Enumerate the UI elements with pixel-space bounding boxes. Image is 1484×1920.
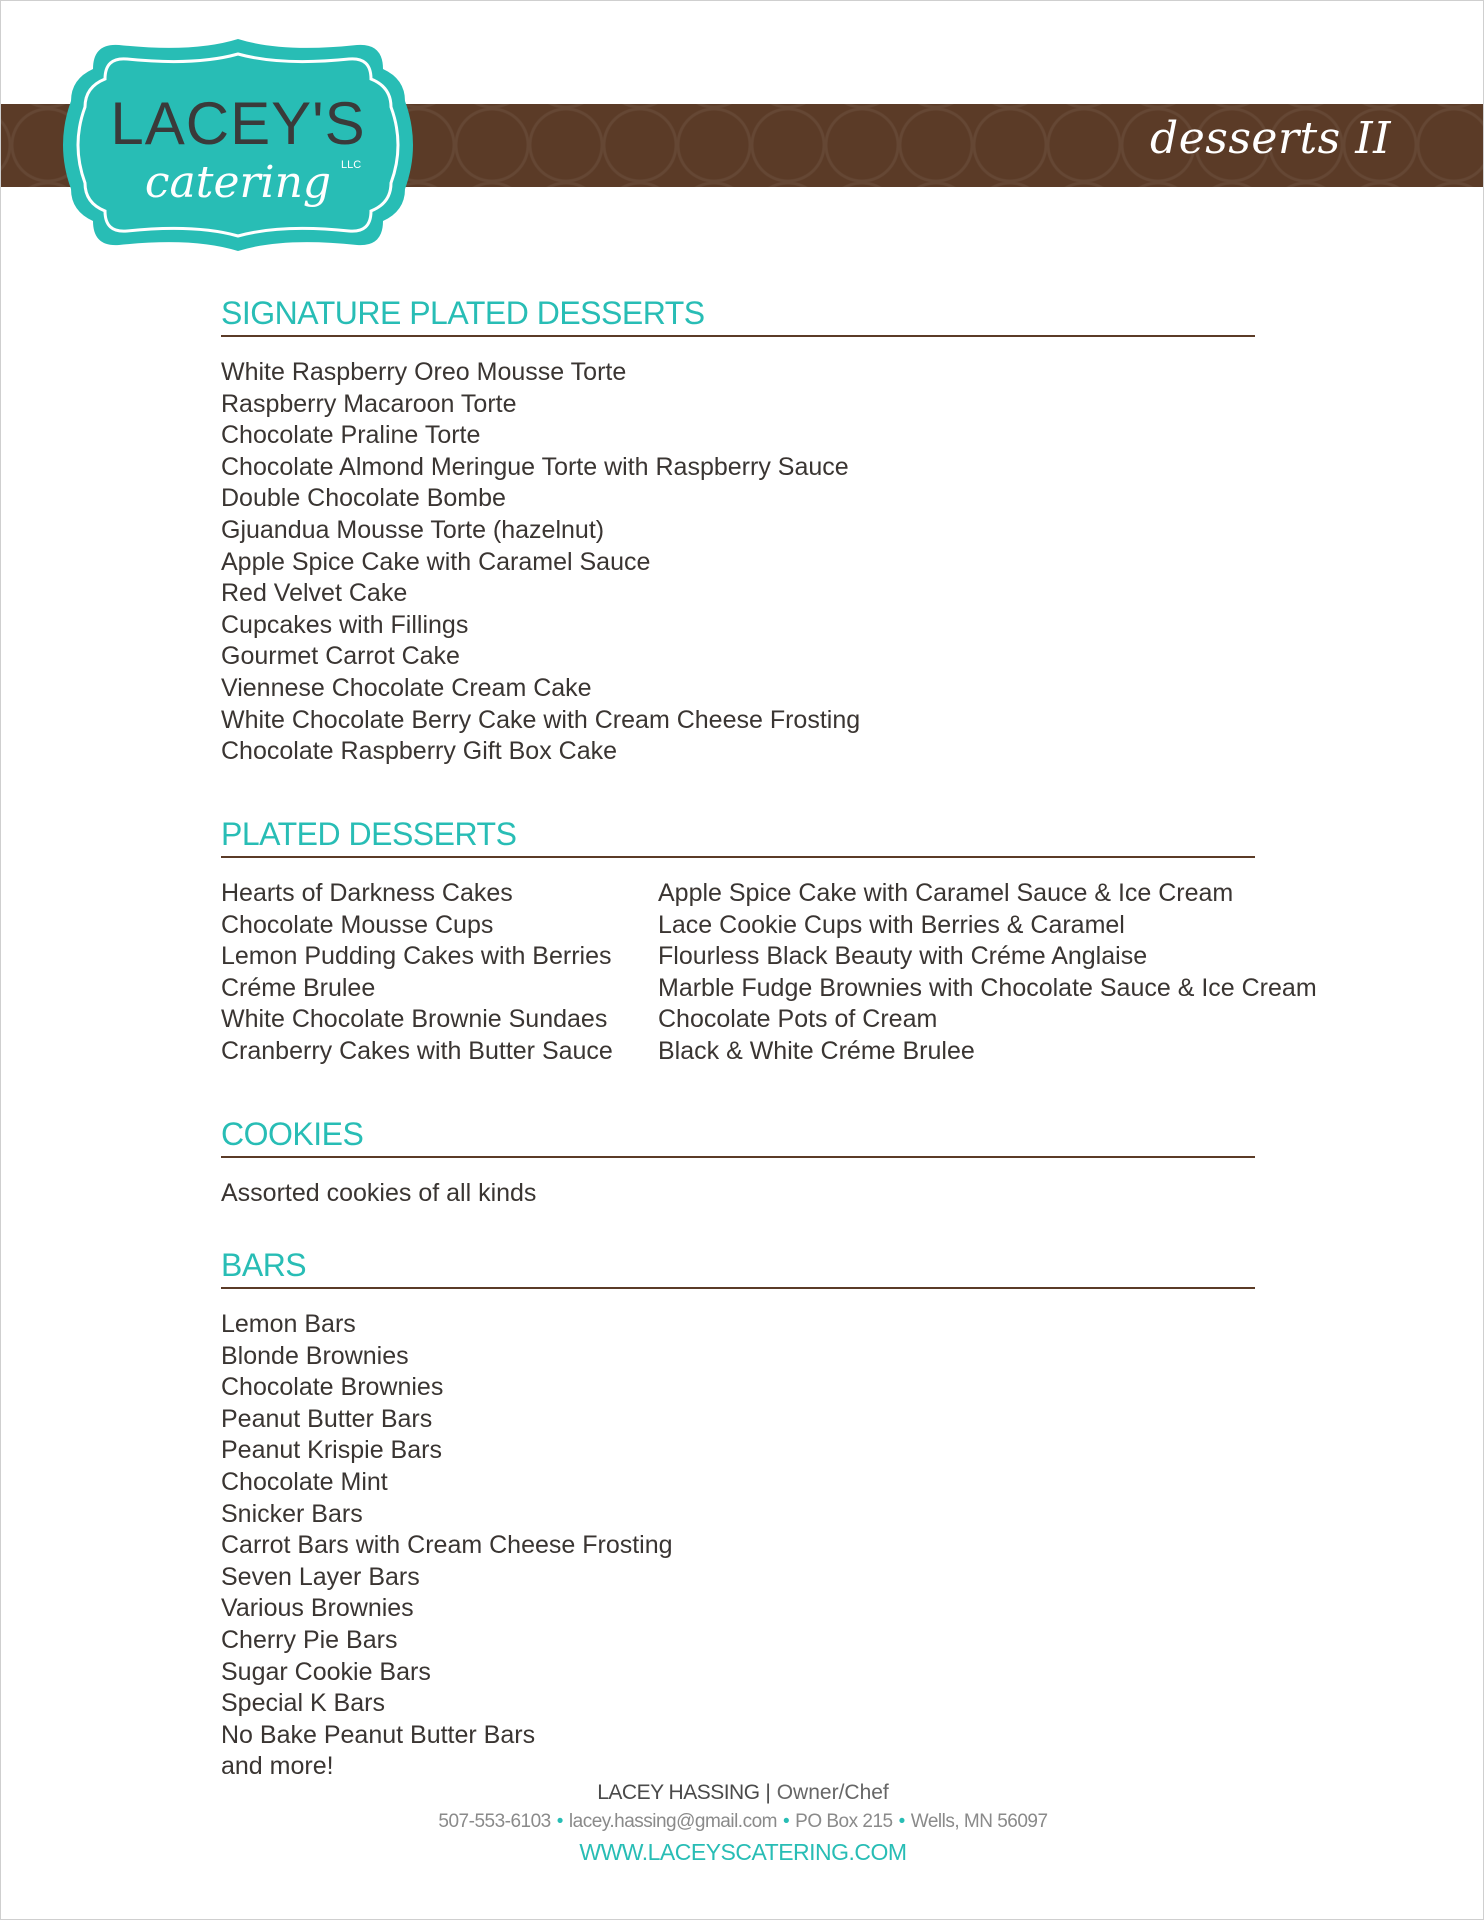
list-item: Apple Spice Cake with Caramel Sauce & Ice Cream bbox=[658, 879, 1234, 907]
section-bars bbox=[221, 1245, 1471, 1783]
bars-list bbox=[221, 1309, 1471, 1783]
city-zip: Wells, MN 56097 bbox=[910, 1811, 1048, 1832]
brand-suffix: LLC bbox=[341, 159, 362, 171]
list-item: Cranberry Cakes with Butter Sauce bbox=[221, 1036, 613, 1065]
section-plated bbox=[221, 814, 1471, 1068]
list-item: Red Velvet Cake bbox=[221, 579, 408, 608]
brand-logo bbox=[53, 39, 423, 251]
plated-columns bbox=[221, 878, 1471, 1068]
list-item: Viennese Chocolate Cream Cake bbox=[221, 673, 592, 702]
list-item: Flourless Black Beauty with Créme Anglaise bbox=[658, 942, 1148, 971]
section-divider bbox=[221, 1287, 1255, 1289]
list-item: and more! bbox=[221, 1752, 334, 1781]
list-item: Lemon Bars bbox=[221, 1310, 356, 1338]
section-signature bbox=[221, 293, 1471, 768]
section-title: SIGNATURE PLATED DESSERTS bbox=[221, 295, 705, 331]
brand-name: LACEY'S bbox=[110, 90, 366, 157]
list-item: White Chocolate Brownie Sundaes bbox=[221, 1005, 608, 1034]
plated-list-right bbox=[658, 878, 1317, 1068]
list-item: Snicker Bars bbox=[221, 1499, 363, 1528]
list-item: Chocolate Mint bbox=[221, 1467, 388, 1496]
list-item: Chocolate Mousse Cups bbox=[221, 910, 494, 939]
bullet-icon: • bbox=[556, 1811, 563, 1832]
list-item: Peanut Krispie Bars bbox=[221, 1436, 442, 1465]
section-tag: desserts II bbox=[1150, 113, 1391, 164]
bullet-icon: • bbox=[782, 1811, 790, 1832]
footer-contact bbox=[1, 1811, 1484, 1833]
website-link[interactable]: WWW.LACEYSCATERING.COM bbox=[579, 1839, 907, 1865]
section-divider bbox=[221, 335, 1255, 337]
list-item: Cherry Pie Bars bbox=[221, 1625, 398, 1654]
owner-role: Owner/Chef bbox=[776, 1781, 889, 1804]
section-title: COOKIES bbox=[221, 1116, 364, 1152]
list-item: Assorted cookies of all kinds bbox=[221, 1179, 537, 1207]
list-item: Chocolate Praline Torte bbox=[221, 421, 481, 450]
list-item: Gjuandua Mousse Torte (hazelnut) bbox=[221, 515, 605, 544]
plated-list-left bbox=[221, 878, 658, 1068]
owner-name: LACEY HASSING bbox=[597, 1781, 760, 1804]
footer-owner bbox=[1, 1781, 1484, 1805]
list-item: Cupcakes with Fillings bbox=[221, 610, 469, 639]
section-title: PLATED DESSERTS bbox=[221, 816, 517, 852]
list-item: Carrot Bars with Cream Cheese Frosting bbox=[221, 1531, 673, 1560]
section-cookies bbox=[221, 1114, 1471, 1210]
list-item: Créme Brulee bbox=[221, 973, 376, 1002]
list-item: Various Brownies bbox=[221, 1594, 414, 1623]
list-item: Raspberry Macaroon Torte bbox=[221, 389, 517, 418]
list-item: Hearts of Darkness Cakes bbox=[221, 879, 513, 907]
list-item: No Bake Peanut Butter Bars bbox=[221, 1720, 536, 1749]
list-item: Apple Spice Cake with Caramel Sauce bbox=[221, 547, 651, 576]
list-item: Gourmet Carrot Cake bbox=[221, 642, 460, 671]
list-item: Black & White Créme Brulee bbox=[658, 1036, 975, 1065]
email-link[interactable]: lacey.hassing@gmail.com bbox=[568, 1811, 777, 1832]
list-item: Chocolate Pots of Cream bbox=[658, 1005, 938, 1034]
list-item: Double Chocolate Bombe bbox=[221, 484, 506, 513]
section-divider bbox=[221, 1156, 1255, 1158]
section-divider bbox=[221, 856, 1255, 858]
list-item: White Raspberry Oreo Mousse Torte bbox=[221, 358, 627, 386]
list-item: Seven Layer Bars bbox=[221, 1562, 420, 1591]
list-item: Lemon Pudding Cakes with Berries bbox=[221, 942, 612, 971]
section-title: BARS bbox=[221, 1247, 307, 1283]
list-item: Chocolate Raspberry Gift Box Cake bbox=[221, 737, 618, 766]
list-item: Lace Cookie Cups with Berries & Caramel bbox=[658, 910, 1125, 939]
list-item: Marble Fudge Brownies with Chocolate Sauce & Ice Cream bbox=[658, 973, 1317, 1002]
list-item: Special K Bars bbox=[221, 1689, 385, 1718]
footer-separator: | bbox=[765, 1781, 771, 1804]
cookies-list bbox=[221, 1178, 1471, 1210]
list-item: Chocolate Almond Meringue Torte with Raspberry Sauce bbox=[221, 452, 849, 481]
list-item: Chocolate Brownies bbox=[221, 1373, 444, 1402]
list-item: White Chocolate Berry Cake with Cream Cheese Frosting bbox=[221, 705, 861, 734]
po-box: PO Box 215 bbox=[795, 1811, 893, 1832]
list-item: Peanut Butter Bars bbox=[221, 1404, 433, 1433]
bullet-icon: • bbox=[898, 1811, 905, 1832]
list-item: Blonde Brownies bbox=[221, 1341, 409, 1370]
brand-subtitle: catering bbox=[144, 157, 332, 208]
list-item: Sugar Cookie Bars bbox=[221, 1657, 431, 1686]
phone-number: 507-553-6103 bbox=[438, 1811, 551, 1832]
signature-list bbox=[221, 357, 1471, 768]
